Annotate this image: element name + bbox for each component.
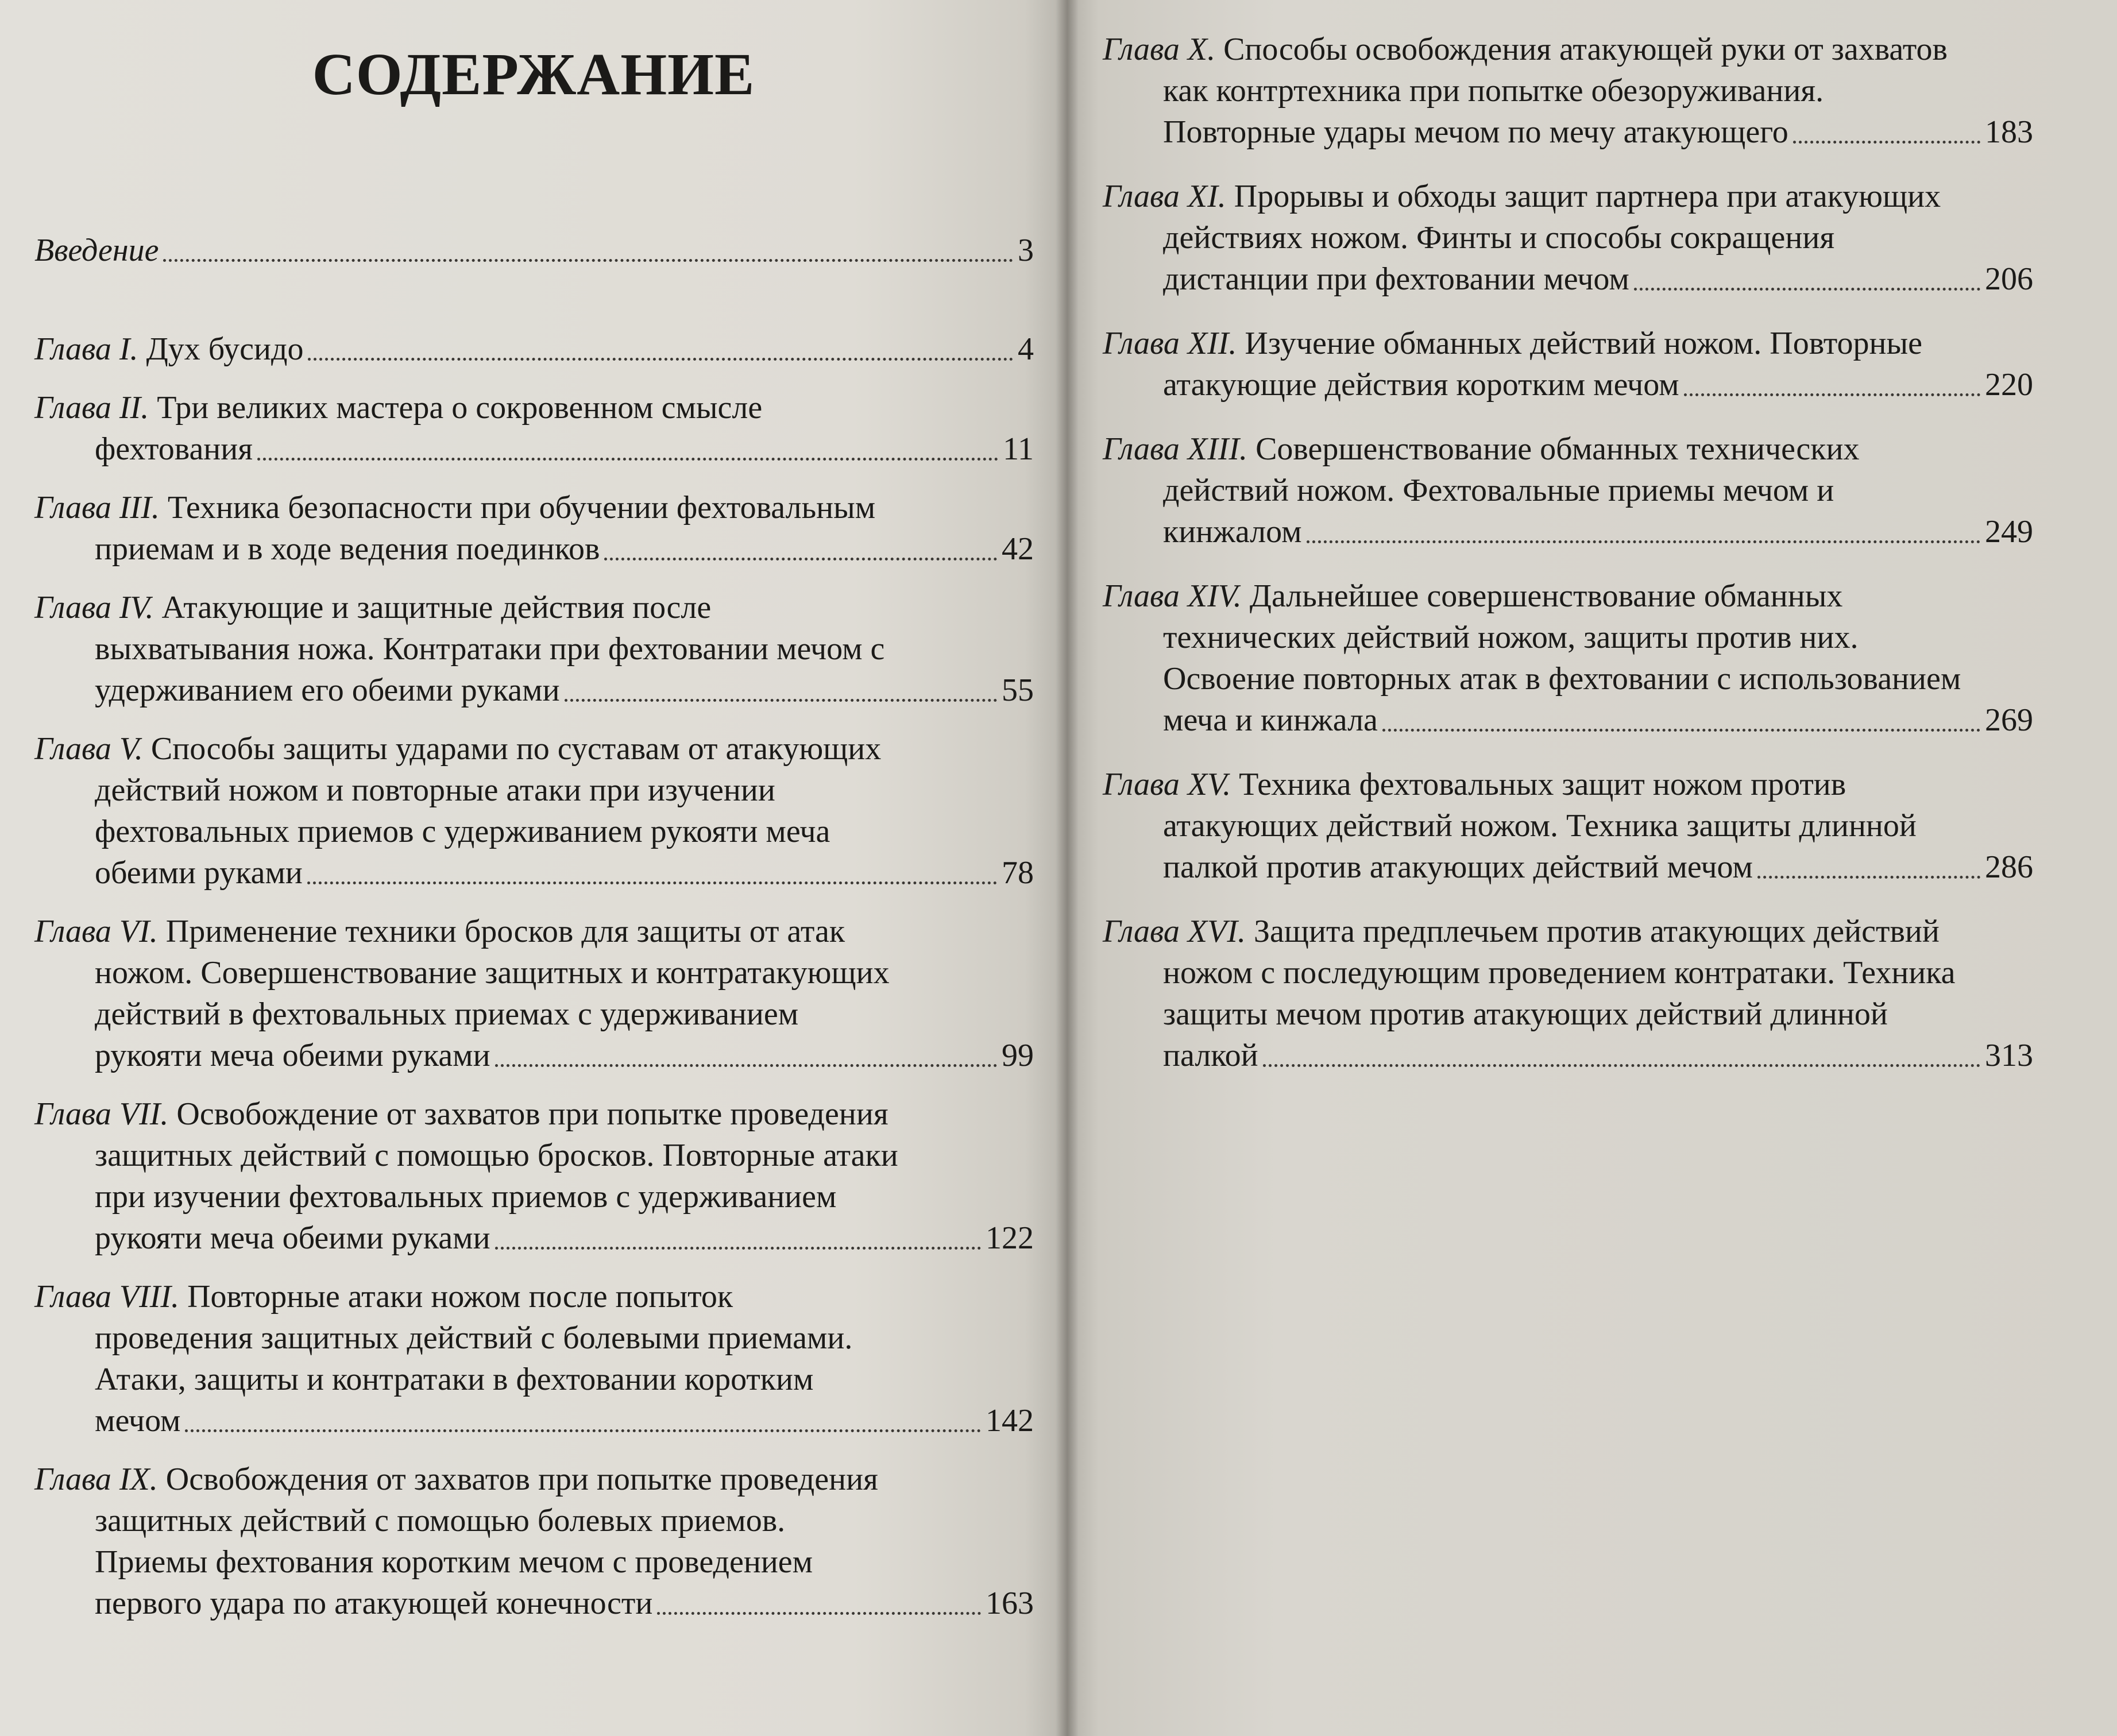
chapter-title-line: Повторные атаки ножом после попыток (187, 1279, 733, 1314)
toc-entry-text (95, 1544, 813, 1580)
chapter-title-line: технических действий ножом, защиты против них. (1163, 620, 1859, 655)
toc-entry-last-line (34, 328, 1034, 370)
toc-entry-last-line (1103, 846, 2033, 888)
toc-entry (1103, 428, 2033, 552)
toc-entry-line (1103, 617, 2033, 658)
toc-entry-last-line (34, 230, 1034, 271)
chapter-label: Глава VIII. (34, 1279, 180, 1314)
toc-entry-last-line (34, 1217, 1034, 1259)
page-number: 249 (1985, 514, 2033, 550)
toc-entry-text (95, 772, 775, 808)
page-title: СОДЕРЖАНИЕ (312, 41, 755, 107)
dot-leader (257, 458, 998, 461)
page-number: 286 (1985, 849, 2033, 885)
chapter-label: Глава VII. (34, 1096, 169, 1132)
chapter-label: Глава XI. (1103, 179, 1226, 214)
toc-entry (34, 587, 1034, 711)
toc-entry-last-line (34, 1035, 1034, 1076)
page-number: 220 (1985, 367, 2033, 403)
toc-entry-text (1163, 661, 1961, 697)
dot-leader (495, 1064, 997, 1067)
chapter-title-line: удерживанием его обеими руками (95, 672, 560, 708)
toc-entry-line (34, 1359, 1034, 1400)
toc-entry-text (1163, 1035, 1258, 1076)
dot-leader (308, 358, 1013, 361)
chapter-label: Глава X. (1103, 32, 1216, 67)
chapter-title-line: действий в фехтовальных приемах с удерживанием (95, 996, 799, 1032)
toc-entry-text (95, 1503, 785, 1538)
toc-entry-line (34, 1459, 1034, 1500)
chapter-title-line: Защита предплечьем против атакующих действий (1253, 914, 1940, 949)
dot-leader (495, 1247, 981, 1250)
toc-entry-text (95, 814, 830, 849)
toc-entry-line (34, 1276, 1034, 1317)
chapter-title-line: меча и кинжала (1163, 702, 1378, 738)
toc-entry-line (34, 387, 1034, 428)
toc-entry-text (1103, 767, 1846, 802)
toc-entry-text (1163, 220, 1834, 256)
toc-entry-text (34, 1462, 878, 1497)
toc-entry-text (34, 390, 762, 426)
chapter-title-line: атакующих действий ножом. Техника защиты длинной (1163, 808, 1917, 844)
toc-entry-text (1103, 326, 1922, 361)
chapter-title-line: Освобождение от захватов при попытке проведения (176, 1096, 888, 1132)
chapter-title-line: защитных действий с помощью бросков. Повторные атаки (95, 1138, 898, 1173)
toc-entry-text (95, 428, 253, 470)
chapter-title-line: действиях ножом. Финты и способы сокращения (1163, 220, 1835, 256)
toc-entry-line (1103, 29, 2033, 70)
toc-entry-text (1103, 431, 1859, 467)
toc-entry-text (95, 1583, 652, 1624)
toc-entry-text (95, 670, 560, 711)
toc-entry-text (95, 1362, 813, 1397)
toc-entry (34, 487, 1034, 570)
toc-entry-last-line (1103, 258, 2033, 300)
chapter-title-line: защитных действий с помощью болевых приемов. (95, 1503, 786, 1538)
toc-entry-line (1103, 470, 2033, 511)
toc-entry-line (34, 1317, 1034, 1359)
toc-entry (1103, 323, 2033, 405)
chapter-title-line: Атакующие и защитные действия после (161, 590, 712, 625)
chapter-label: Глава III. (34, 490, 160, 525)
toc-entry-line (34, 1093, 1034, 1135)
chapter-label: Глава XVI. (1103, 914, 1246, 949)
toc-entry-line (34, 952, 1034, 993)
toc-entry-last-line (1103, 699, 2033, 741)
chapter-title-line: кинжалом (1163, 514, 1302, 550)
dot-leader (657, 1612, 981, 1615)
toc-entry-line (1103, 952, 2033, 993)
chapter-label: Глава II. (34, 390, 149, 426)
toc-entry-line (34, 1176, 1034, 1217)
dot-leader (163, 259, 1013, 262)
toc-entry-line (1103, 217, 2033, 258)
page-number: 313 (1985, 1038, 2033, 1073)
chapter-title-line: Дух бусидо (146, 331, 304, 367)
toc-entry-line (34, 1500, 1034, 1541)
toc-entry-text (95, 1035, 490, 1076)
toc-entry-text (1103, 32, 1948, 67)
chapter-title-line: Изучение обманных действий ножом. Повторные (1245, 326, 1922, 361)
toc-entry-text (95, 1400, 180, 1441)
toc-entry-line (1103, 805, 2033, 846)
toc-entry-line (34, 770, 1034, 811)
page-number: 42 (1002, 531, 1034, 567)
book-gutter (1056, 0, 1079, 1736)
chapter-title-line: рукояти меча обеими руками (95, 1038, 490, 1073)
toc-entry (34, 387, 1034, 470)
toc-entry-line (1103, 658, 2033, 699)
chapter-label: Введение (34, 233, 159, 268)
chapter-title-line: Освобождения от захватов при попытке проведения (165, 1462, 878, 1497)
chapter-label: Глава XV. (1103, 767, 1231, 802)
toc-entry-line (1103, 575, 2033, 617)
toc-entry-line (34, 728, 1034, 770)
toc-entry-text (1103, 578, 1842, 614)
chapter-title-line: мечом (95, 1403, 181, 1439)
toc-entry-text (95, 1138, 898, 1173)
chapter-title-line: при изучении фехтовальных приемов с удерживанием (95, 1179, 837, 1215)
page-number: 163 (986, 1586, 1034, 1621)
toc-entry-text (34, 1279, 733, 1314)
toc-entry-text (95, 1179, 836, 1215)
toc-entry (34, 728, 1034, 894)
chapter-title-line: фехтования (95, 431, 253, 467)
chapter-label: Глава XIV. (1103, 578, 1242, 614)
toc-entry-text (95, 1217, 490, 1259)
toc-entry-last-line (1103, 511, 2033, 552)
dot-leader (1793, 141, 1980, 144)
toc-entry (34, 1276, 1034, 1441)
chapter-title-line: Прорывы и обходы защит партнера при атакующих (1234, 179, 1941, 214)
toc-entry-text (1163, 620, 1858, 655)
toc-entry-line (1103, 70, 2033, 111)
toc-entry-line (1103, 428, 2033, 470)
chapter-title-line: атакующие действия коротким мечом (1163, 367, 1679, 403)
toc-entry-line (1103, 323, 2033, 364)
page-number: 269 (1985, 702, 2033, 738)
page-number: 122 (986, 1220, 1034, 1256)
chapter-title-line: Три великих мастера о сокровенном смысле (157, 390, 763, 426)
chapter-title-line: дистанции при фехтовании мечом (1163, 261, 1629, 297)
toc-entry-text (95, 996, 798, 1032)
chapter-label: Глава XIII. (1103, 431, 1248, 467)
toc-left-column (34, 230, 1034, 1624)
chapter-label: Глава VI. (34, 914, 158, 949)
toc-entry-line (34, 911, 1034, 952)
toc-entry-text (1163, 955, 1955, 991)
toc-entry-line (1103, 911, 2033, 952)
toc-entry-line (34, 811, 1034, 852)
page-number: 3 (1018, 233, 1034, 268)
toc-entry-line (1103, 176, 2033, 217)
chapter-title-line: Повторные удары мечом по мечу атакующего (1163, 114, 1788, 150)
toc-entry-text (34, 328, 303, 370)
toc-entry-last-line (34, 852, 1034, 894)
toc-entry (1103, 575, 2033, 741)
toc-entry-text (95, 955, 890, 991)
chapter-title-line: первого удара по атакующей конечности (95, 1586, 653, 1621)
chapter-title-line: Атаки, защиты и контратаки в фехтовании коротким (95, 1362, 814, 1397)
chapter-title-line: действий ножом и повторные атаки при изучении (95, 772, 775, 808)
page-number: 11 (1003, 431, 1034, 467)
toc-entry-text (1163, 111, 1788, 153)
toc-entry-line (34, 1541, 1034, 1583)
chapter-title-line: Применение техники бросков для защиты от атак (165, 914, 845, 949)
dot-leader (185, 1429, 981, 1432)
toc-entry-line (1103, 764, 2033, 805)
toc-entry-text (34, 731, 881, 767)
toc-entry-line (34, 628, 1034, 670)
chapter-label: Глава IV. (34, 590, 154, 625)
chapter-title-line: рукояти меча обеими руками (95, 1220, 490, 1256)
dot-leader (565, 699, 997, 702)
dot-leader (307, 881, 997, 884)
page-number: 99 (1002, 1038, 1034, 1073)
chapter-title-line: Дальнейшее совершенствование обманных (1249, 578, 1843, 614)
toc-entry-text (95, 631, 884, 667)
chapter-title-line: Техника безопасности при обучении фехтовальным (167, 490, 876, 525)
page-number: 206 (1985, 261, 2033, 297)
dot-leader (1382, 729, 1980, 732)
toc-entry-text (34, 230, 159, 271)
toc-entry (1103, 764, 2033, 888)
toc-entry-text (1163, 473, 1834, 508)
toc-entry-text (1103, 914, 1940, 949)
toc-entry-line (34, 487, 1034, 528)
toc-entry (1103, 29, 2033, 153)
page-number: 142 (986, 1403, 1034, 1439)
chapter-title-line: Способы освобождения атакующей руки от захватов (1223, 32, 1948, 67)
toc-entry-text (1163, 996, 1888, 1032)
chapter-title-line: обеими руками (95, 855, 303, 891)
chapter-title-line: Способы защиты ударами по суставам от атакующих (150, 731, 882, 767)
toc-entry-last-line (34, 670, 1034, 711)
dot-leader (1757, 876, 1980, 879)
toc-entry-last-line (34, 1400, 1034, 1441)
page-number: 55 (1002, 672, 1034, 708)
chapter-title-line: ножом с последующим проведением контратаки. Техника (1163, 955, 1956, 991)
toc-entry-text (1163, 699, 1378, 741)
chapter-title-line: Техника фехтовальных защит ножом против (1239, 767, 1846, 802)
toc-entry-line (34, 1135, 1034, 1176)
toc-entry (34, 911, 1034, 1076)
toc-entry-text (34, 590, 711, 625)
toc-entry-text (1163, 364, 1679, 405)
chapter-label: Глава V. (34, 731, 143, 767)
toc-entry-text (95, 528, 600, 570)
chapter-title-line: палкой (1163, 1038, 1258, 1073)
chapter-title-line: проведения защитных действий с болевыми приемами. (95, 1320, 853, 1356)
dot-leader (1307, 540, 1981, 543)
toc-entry-text (1163, 73, 1824, 109)
toc-entry-last-line (1103, 111, 2033, 153)
toc-entry-text (34, 1096, 888, 1132)
dot-leader (1634, 288, 1980, 291)
chapter-label: Глава XII. (1103, 326, 1237, 361)
chapter-title-line: действий ножом. Фехтовальные приемы мечом и (1163, 473, 1834, 508)
toc-entry-text (34, 490, 875, 525)
toc-entry-line (1103, 993, 2033, 1035)
toc-entry (34, 1093, 1034, 1259)
toc-entry (1103, 176, 2033, 300)
chapter-title-line: Освоение повторных атак в фехтовании с использованием (1163, 661, 1961, 697)
dot-leader (1684, 393, 1980, 396)
toc-entry-text (1163, 846, 1753, 888)
dot-leader (1263, 1064, 1980, 1067)
toc-entry-text (95, 1320, 852, 1356)
chapter-title-line: Приемы фехтования коротким мечом с проведением (95, 1544, 813, 1580)
toc-entry-last-line (1103, 1035, 2033, 1076)
toc-entry-text (1163, 258, 1629, 300)
page-number: 4 (1018, 331, 1034, 367)
chapter-label: Глава IX. (34, 1462, 158, 1497)
chapter-title-line: ножом. Совершенствование защитных и контратакующих (95, 955, 890, 991)
toc-entry-last-line (34, 1583, 1034, 1624)
toc-entry-text (1163, 511, 1302, 552)
page-number: 183 (1985, 114, 2033, 150)
toc-entry-line (34, 993, 1034, 1035)
toc-entry-last-line (34, 428, 1034, 470)
chapter-title-line: выхватывания ножа. Контратаки при фехтовании мечом с (95, 631, 885, 667)
toc-entry-text (1163, 808, 1917, 844)
chapter-title-line: защиты мечом против атакующих действий длинной (1163, 996, 1888, 1032)
toc-entry (34, 328, 1034, 370)
toc-entry (34, 1459, 1034, 1624)
toc-entry-text (95, 852, 303, 894)
toc-entry-text (34, 914, 845, 949)
dot-leader (604, 558, 997, 560)
chapter-title-line: Совершенствование обманных технических (1255, 431, 1860, 467)
toc-entry (34, 230, 1034, 271)
toc-right-column (1103, 29, 2033, 1076)
toc-entry (1103, 911, 2033, 1076)
chapter-title-line: как контртехника при попытке обезоруживания. (1163, 73, 1824, 109)
toc-entry-text (1103, 179, 1941, 214)
toc-entry-line (34, 587, 1034, 628)
page-number: 78 (1002, 855, 1034, 891)
chapter-title-line: фехтовальных приемов с удерживанием рукояти меча (95, 814, 830, 849)
toc-entry-last-line (1103, 364, 2033, 405)
toc-entry-last-line (34, 528, 1034, 570)
chapter-title-line: палкой против атакующих действий мечом (1163, 849, 1753, 885)
chapter-label: Глава I. (34, 331, 138, 367)
chapter-title-line: приемам и в ходе ведения поединков (95, 531, 600, 567)
